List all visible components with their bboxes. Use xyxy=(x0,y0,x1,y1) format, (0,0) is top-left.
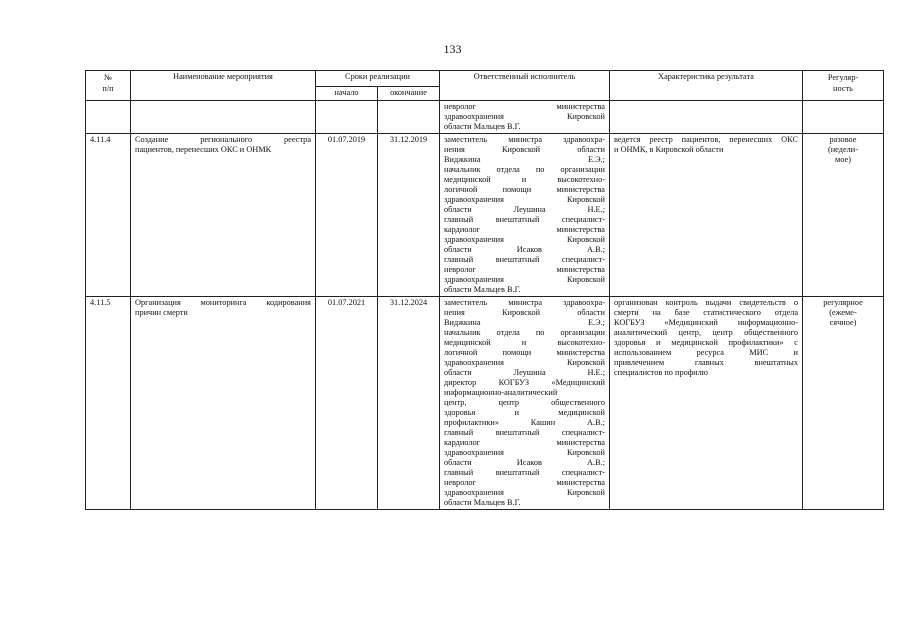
header-executor: Ответственный исполнитель xyxy=(440,71,610,101)
executor-line: информационно-аналитический xyxy=(444,388,558,397)
end-date xyxy=(378,101,440,134)
activity-name-line: Создание регионального реестра xyxy=(135,135,311,144)
executor-line: главный внештатный специалист- xyxy=(444,428,605,437)
executor-line: здоровья и медицинской xyxy=(444,408,605,417)
executor-line: здравоохранения Кировской xyxy=(444,448,605,457)
row-number xyxy=(86,101,131,134)
activities-table xyxy=(85,70,884,510)
executor-line: области Исаков А.В.; xyxy=(444,458,605,467)
executor-line: нения Кировской области xyxy=(444,308,605,317)
result-description xyxy=(610,101,803,134)
periodicity-line: регулярное xyxy=(823,298,863,307)
periodicity-line: разовое xyxy=(829,135,857,144)
executor-line: невролог министерства xyxy=(444,265,605,274)
result-line: использованием ресурса МИС и xyxy=(614,348,798,357)
executor-line: здравоохранения Кировской xyxy=(444,488,605,497)
header-end: окончание xyxy=(378,87,440,101)
executor-line: начальник отдела по организации xyxy=(444,328,605,337)
periodicity xyxy=(803,134,884,297)
table-row xyxy=(86,134,884,297)
result-line: привлечением главных внештатных xyxy=(614,358,798,367)
row-number: 4.11.5 xyxy=(86,297,131,510)
executor-line: начальник отдела по организации xyxy=(444,165,605,174)
header-terms: Сроки реализации xyxy=(316,71,440,87)
executor-line: области Мальцев В.Г. xyxy=(444,498,521,507)
activity-name-line: Организация мониторинга кодирования xyxy=(135,298,311,307)
header-start: начало xyxy=(316,87,378,101)
executor-line: логичной помощи министерства xyxy=(444,185,605,194)
end-date: 31.12.2019 xyxy=(378,134,440,297)
executor-line: Виджкина Е.Э.; xyxy=(444,155,605,164)
executor-line: Виджкина Е.Э.; xyxy=(444,318,605,327)
activity-name xyxy=(131,134,316,297)
header-num: № п/п xyxy=(86,71,131,101)
executor-line: заместитель министра здравоохра- xyxy=(444,298,605,307)
executor-line: области Леушина Н.Е.; xyxy=(444,205,605,214)
activity-name-line: причин смерти xyxy=(135,308,188,317)
result-line: здоровья и медицинской профилактики» с xyxy=(614,338,798,347)
page-number: 133 xyxy=(443,42,462,56)
result-line: организован контроль выдачи свидетельств о xyxy=(614,298,798,307)
executor-line: профилактики» Кашин А.В.; xyxy=(444,418,605,427)
result-line: КОГБУЗ «Медицинский информационно- xyxy=(614,318,798,327)
executor-line: директор КОГБУЗ «Медицинский xyxy=(444,378,605,387)
executor-line: области Мальцев В.Г. xyxy=(444,285,521,294)
executor-line: области Леушина Н.Е.; xyxy=(444,368,605,377)
responsible-executor xyxy=(440,297,610,510)
executor-line: кардиолог министерства xyxy=(444,438,605,447)
executor-line: области Мальцев В.Г. xyxy=(444,122,521,131)
executor-line: главный внештатный специалист- xyxy=(444,215,605,224)
executor-line: медицинской и высокотехно- xyxy=(444,338,605,347)
periodicity xyxy=(803,297,884,510)
executor-line: главный внештатный специалист- xyxy=(444,255,605,264)
activity-name-line: пациентов, перенесших ОКС и ОНМК xyxy=(135,145,272,154)
periodicity-line: мое) xyxy=(835,155,851,164)
executor-line: здравоохранения Кировской xyxy=(444,112,605,121)
executor-line: кардиолог министерства xyxy=(444,225,605,234)
result-line: специалистов по профилю xyxy=(614,368,708,377)
executor-line: заместитель министра здравоохра- xyxy=(444,135,605,144)
executor-line: здравоохранения Кировской xyxy=(444,195,605,204)
executor-line: здравоохранения Кировской xyxy=(444,235,605,244)
executor-line: невролог министерства xyxy=(444,478,605,487)
header-name: Наименование мероприятия xyxy=(131,71,316,101)
start-date: 01.07.2019 xyxy=(316,134,378,297)
periodicity-line: (ежеме- xyxy=(829,308,857,317)
executor-line: главный внештатный специалист- xyxy=(444,468,605,477)
executor-line: здравоохранения Кировской xyxy=(444,275,605,284)
header-periodicity: Регуляр- ность xyxy=(803,71,884,101)
table-row xyxy=(86,101,884,134)
executor-line: центр, центр общественного xyxy=(444,398,605,407)
activity-name xyxy=(131,101,316,134)
result-line: аналитический центр, центр общественного xyxy=(614,328,798,337)
header-result: Характеристика результата xyxy=(610,71,803,101)
start-date: 01.07.2021 xyxy=(316,297,378,510)
result-line: смерти на базе статистического отдела xyxy=(614,308,798,317)
result-description xyxy=(610,297,803,510)
start-date xyxy=(316,101,378,134)
end-date: 31.12.2024 xyxy=(378,297,440,510)
executor-line: области Исаков А.В.; xyxy=(444,245,605,254)
result-line: и ОНМК, в Кировской области xyxy=(614,145,724,154)
responsible-executor xyxy=(440,134,610,297)
result-line: ведется реестр пациентов, перенесших ОКС xyxy=(614,135,798,144)
activity-name xyxy=(131,297,316,510)
table-row xyxy=(86,297,884,510)
periodicity xyxy=(803,101,884,134)
row-number: 4.11.4 xyxy=(86,134,131,297)
periodicity-line: (недели- xyxy=(827,145,859,154)
executor-line: логичной помощи министерства xyxy=(444,348,605,357)
responsible-executor xyxy=(440,101,610,134)
periodicity-line: сячное) xyxy=(829,318,857,327)
executor-line: невролог министерства xyxy=(444,102,605,111)
executor-line: медицинской и высокотехно- xyxy=(444,175,605,184)
executor-line: здравоохранения Кировской xyxy=(444,358,605,367)
result-description xyxy=(610,134,803,297)
executor-line: нения Кировской области xyxy=(444,145,605,154)
